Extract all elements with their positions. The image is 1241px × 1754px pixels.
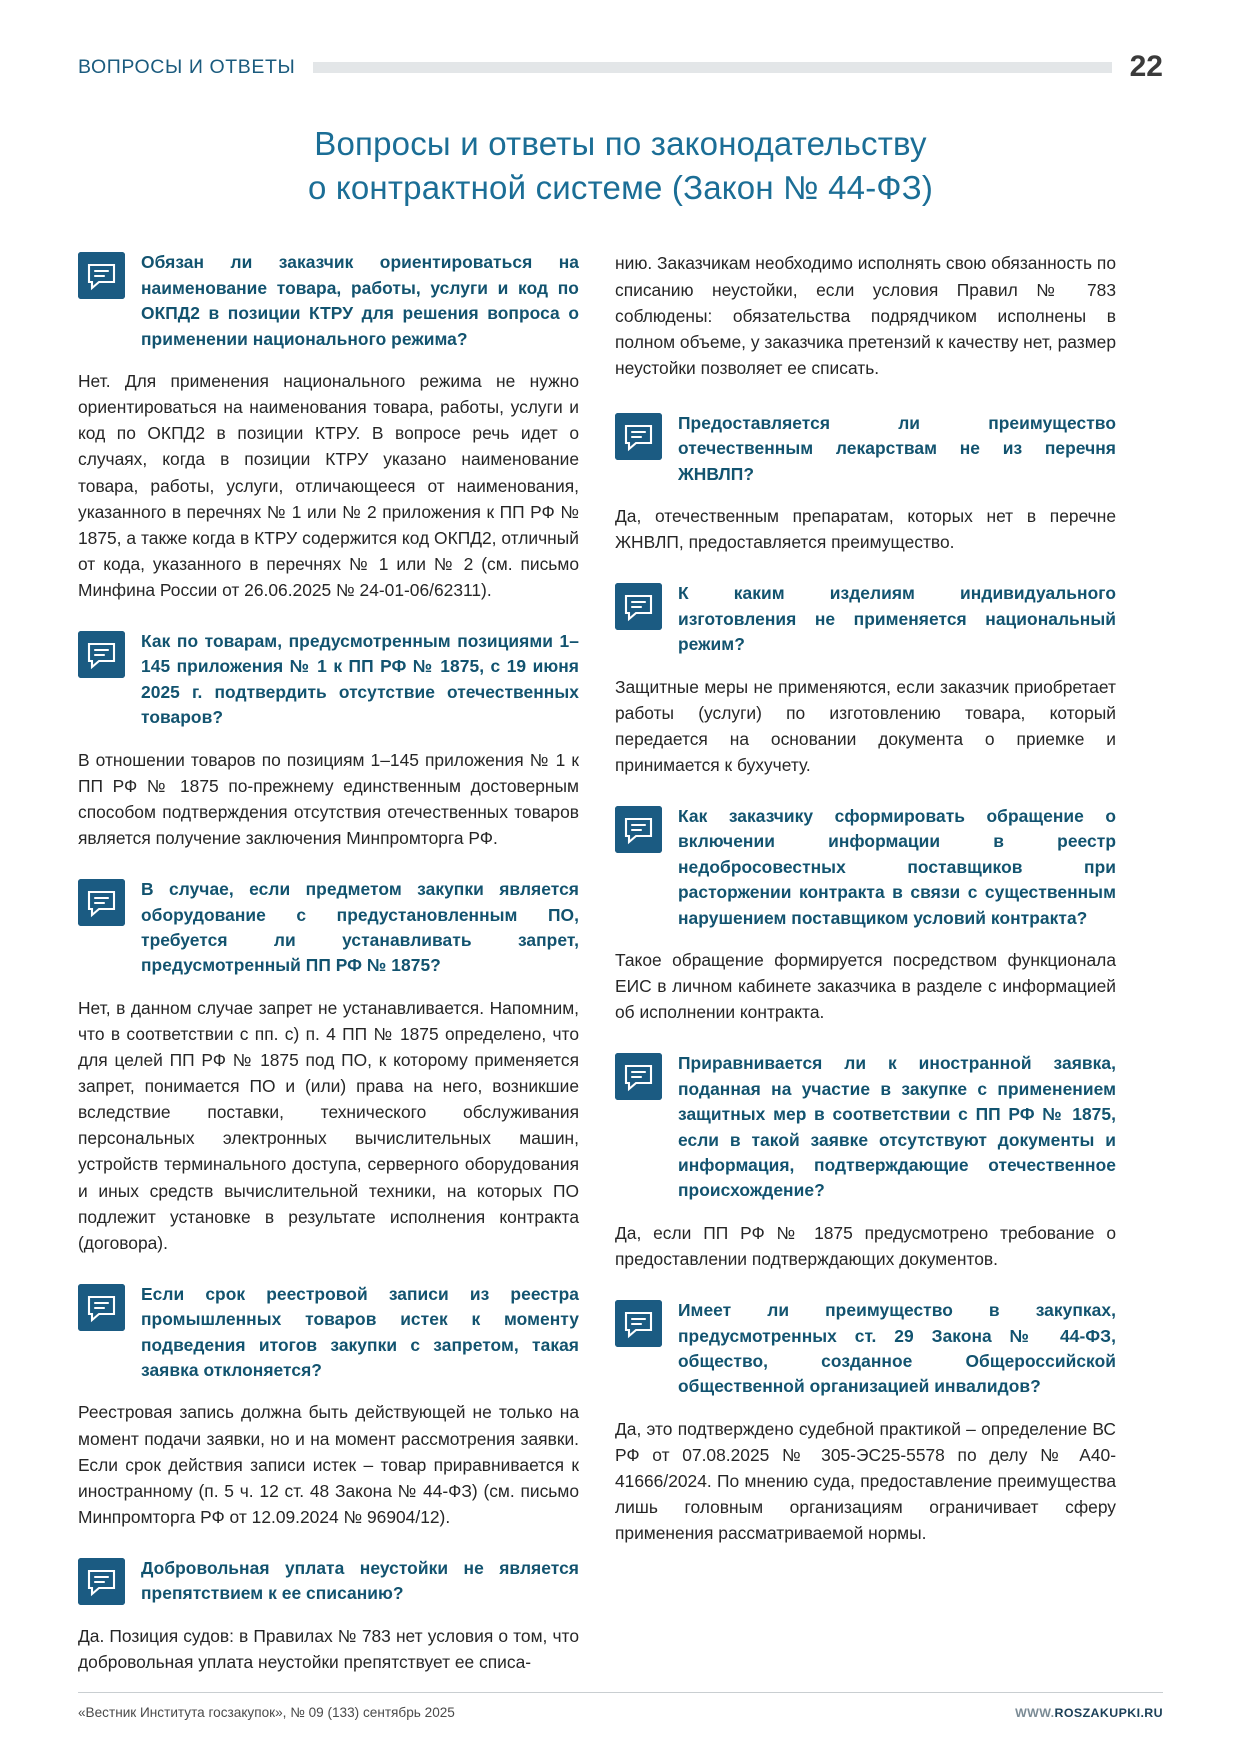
answer-text: В отношении товаров по позициям 1–145 приложения № 1 к ПП РФ № 1875 по-прежнему единственным достоверным способом подтверждения отсутствия отечественных товаров является получение заключения Минпромторга РФ. — [78, 749, 579, 848]
answer-text: Да, если ПП РФ № 1875 предусмотрено требование о предоставлении подтверждающих документов. — [615, 1222, 1116, 1269]
answer-text: Да, это подтверждено судебной практикой – определение ВС РФ от 07.08.2025 № 305-ЭС25-5578 по делу № А40-41666/2024. По мнению суда, предоставление преимущества лишь головным организациям ограничивает сферу применения рассматриваемой нормы. — [615, 1418, 1116, 1544]
question-row — [78, 877, 579, 979]
answer-text: Такое обращение формируется посредством функционала ЕИС в личном кабинете заказчика в разделе с информацией об исполнении контракта. — [615, 950, 1116, 1023]
question-text: Как по товарам, предусмотренным позициями 1–145 приложения № 1 к ПП РФ № 1875, с 19 июня 2025 г. подтвердить отсутствие отечественных товаров? — [141, 631, 579, 728]
question-text: Если срок реестровой записи из реестра промышленных товаров истек к моменту подведения итогов закупки с запретом, такая заявка отклоняется? — [141, 1283, 579, 1381]
header-divider-rule — [313, 62, 1111, 73]
right-column — [615, 250, 1116, 1570]
question-text: В случае, если предметом закупки является оборудование с предустановленным ПО, требуется ли устанавливать запрет, предусмотренный ПП РФ № 1875? — [141, 879, 579, 976]
question-text: Как заказчику сформировать обращение о включении информации в реестр недобросовестных поставщиков при расторжении контракта в связи с существенным нарушением поставщиком условий контракта? — [678, 806, 1116, 928]
speech-bubble-icon — [615, 806, 662, 853]
question-row — [615, 1051, 1116, 1203]
speech-bubble-icon — [615, 413, 662, 460]
speech-bubble-icon — [78, 879, 125, 926]
speech-bubble-icon — [78, 1284, 125, 1331]
speech-bubble-icon — [78, 252, 125, 299]
section-label: ВОПРОСЫ И ОТВЕТЫ — [78, 55, 296, 78]
question-row — [615, 581, 1116, 657]
left-column — [78, 250, 579, 1699]
qa-block — [615, 1051, 1116, 1272]
footer-publication-info: «Вестник Института госзакупок», № 09 (133) сентябрь 2025 — [78, 1705, 455, 1720]
answer-text: Да. Позиция судов: в Правилах № 783 нет условия о том, что добровольная уплата неустойки препятствует ее списа- — [78, 1625, 579, 1672]
qa-block — [78, 877, 579, 1256]
speech-bubble-icon — [615, 1053, 662, 1100]
qa-block — [78, 629, 579, 851]
answer-text: Нет. Для применения национального режима не нужно ориентироваться на наименования товара, работы, услуги и код по ОКПД2 в позиции КТРУ. В вопросе речь идет о случаях, когда в позиции КТРУ указано наименование товара, работы, услуги, отличающееся от наименования, указанного в перечнях № 1 или № 2 приложения к ПП РФ № 1875, а также когда в КТРУ содержится код ОКПД2, отличный от кода, указанного в перечнях № 1 или № 2 (см. письмо Минфина России от 26.06.2025 № 24-01-06/62311). — [78, 371, 579, 600]
question-row — [78, 1282, 579, 1384]
page-title — [78, 122, 1163, 210]
speech-bubble-icon — [615, 1300, 662, 1347]
question-row — [615, 1298, 1116, 1400]
page-header — [78, 52, 1163, 88]
question-row — [78, 1556, 579, 1607]
qa-block — [78, 1282, 579, 1530]
article-columns — [78, 250, 1163, 1699]
question-text: Предоставляется ли преимущество отечественным лекарствам не из перечня ЖНВЛП? — [678, 412, 1116, 484]
qa-block — [615, 411, 1116, 555]
question-row — [615, 411, 1116, 487]
question-row — [615, 804, 1116, 931]
footer-website-domain: ROSZAKUPKI.RU — [1054, 1706, 1163, 1720]
answer-continuation-text: нию. Заказчикам необходимо исполнять свою обязанность по списанию неустойки, если условия Правил № 783 соблюдены: обязательства подрядчиком исполнены в полном объеме, у заказчика претензий к качеству нет, размер неустойки позволяет ее списать. — [615, 253, 1116, 378]
page-footer — [78, 1692, 1163, 1720]
footer-website — [1015, 1706, 1163, 1720]
question-text: Приравнивается ли к иностранной заявка, поданная на участие в закупке с применением защитных мер в соответствии с ПП РФ № 1875, если в такой заявке отсутствуют документы и информация, подтверждающие отечественное происхождение? — [678, 1053, 1116, 1201]
page-title-line-1: Вопросы и ответы по законодательству — [314, 125, 927, 162]
speech-bubble-icon — [615, 583, 662, 630]
qa-block — [78, 1556, 579, 1675]
qa-block — [615, 581, 1116, 778]
footer-website-prefix: WWW. — [1015, 1706, 1055, 1720]
speech-bubble-icon — [78, 631, 125, 678]
question-text: К каким изделиям индивидуального изготовления не применяется национальный режим? — [678, 583, 1116, 655]
question-text: Добровольная уплата неустойки не является препятствием к ее списанию? — [141, 1558, 579, 1604]
page-title-line-2: о контрактной системе (Закон № 44-ФЗ) — [307, 169, 934, 207]
question-row — [78, 629, 579, 731]
speech-bubble-icon — [78, 1558, 125, 1605]
question-text: Обязан ли заказчик ориентироваться на наименование товара, работы, услуги и код по ОКПД2 в позиции КТРУ для решения вопроса о применении национального режима? — [141, 252, 579, 349]
answer-text: Нет, в данном случае запрет не устанавливается. Напомним, что в соответствии с пп. с) п. 4 ПП № 1875 определено, что для целей ПП РФ № 1875 под ПО, к которому применяется запрет, понимается ПО и (или) права на него, возникшие вследствие поставки, технического обслуживания персональных электронных вычислительных машин, устройств терминального доступа, серверного оборудования и иных средств вычислительной техники, на которых ПО подлежит установке в результате исполнения контракта (договора). — [78, 997, 579, 1253]
answer-text: Да, отечественным препаратам, которых нет в перечне ЖНВЛП, предоставляется преимущество. — [615, 506, 1116, 553]
answer-text: Защитные меры не применяются, если заказчик приобретает работы (услуги) по изготовлению товара, который передается на основании документа о приемке и принимается к бухучету. — [615, 676, 1116, 775]
answer-text: Реестровая запись должна быть действующей не только на момент подачи заявки, но и на момент рассмотрения заявки. Если срок действия записи истек – товар приравнивается к иностранному (п. 5 ч. 12 ст. 48 Закона № 44-ФЗ) (см. письмо Минпромторга РФ от 12.09.2024 № 96904/12). — [78, 1402, 579, 1527]
qa-block — [615, 1298, 1116, 1546]
qa-block — [615, 804, 1116, 1025]
page-number: 22 — [1129, 50, 1163, 83]
qa-block — [78, 250, 579, 603]
question-text: Имеет ли преимущество в закупках, предусмотренных ст. 29 Закона № 44-ФЗ, общество, созданное Общероссийской общественной организацией инвалидов? — [678, 1300, 1116, 1397]
question-row — [78, 250, 579, 352]
